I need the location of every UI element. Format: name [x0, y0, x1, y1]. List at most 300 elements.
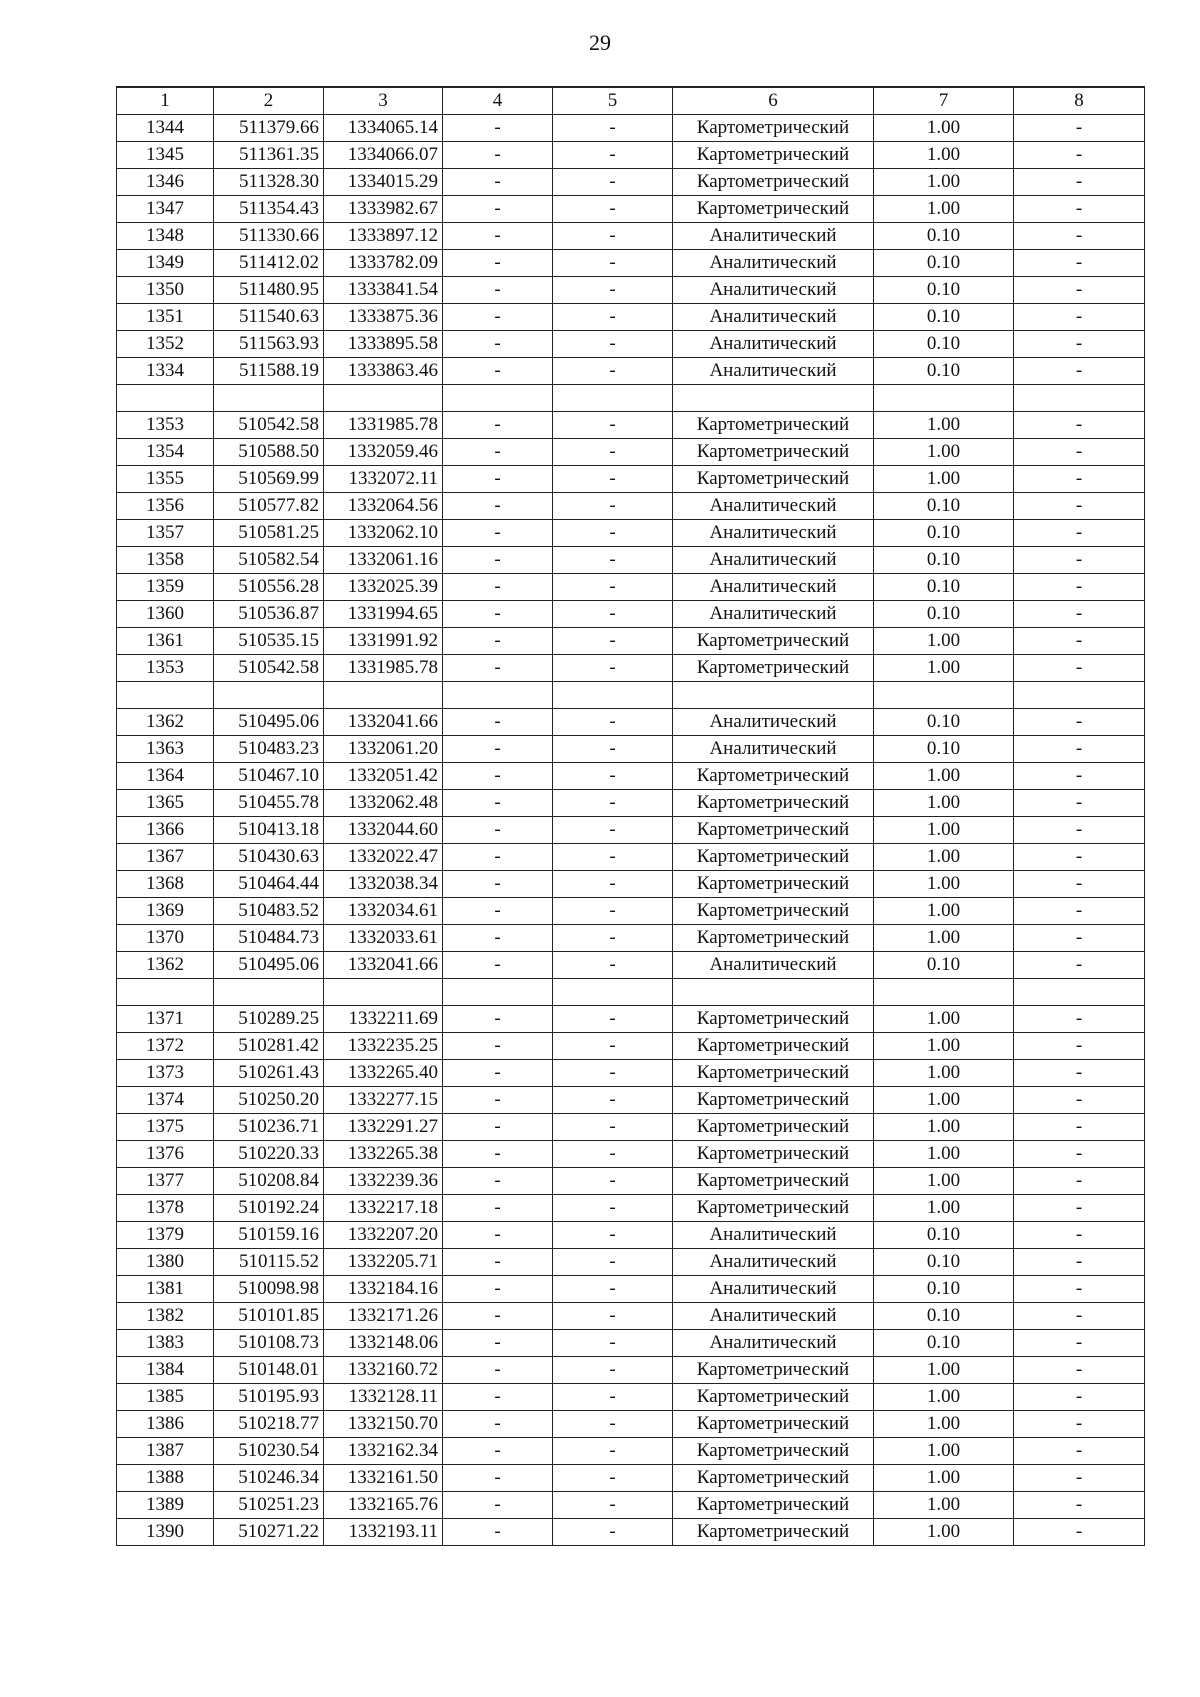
- method-cell: Картометрический: [673, 439, 874, 466]
- col5-cell: -: [553, 304, 673, 331]
- accuracy-cell: 0.10: [874, 304, 1014, 331]
- col5-cell: -: [553, 1519, 673, 1546]
- col5-cell: -: [553, 844, 673, 871]
- point-number-cell: 1334: [117, 358, 214, 385]
- col5-cell: -: [553, 358, 673, 385]
- col8-cell: -: [1014, 736, 1145, 763]
- table-row: [117, 547, 1145, 574]
- x-coordinate-cell: 510582.54: [214, 547, 324, 574]
- accuracy-cell: 1.00: [874, 1357, 1014, 1384]
- x-coordinate-cell: 510159.16: [214, 1222, 324, 1249]
- col8-cell: -: [1014, 628, 1145, 655]
- accuracy-cell: 0.10: [874, 331, 1014, 358]
- col5-cell: -: [553, 1330, 673, 1357]
- x-coordinate-cell: 510148.01: [214, 1357, 324, 1384]
- y-coordinate-cell: 1332171.26: [324, 1303, 443, 1330]
- col4-cell: -: [443, 655, 553, 682]
- col4-cell: [443, 385, 553, 412]
- method-cell: Картометрический: [673, 763, 874, 790]
- x-coordinate-cell: 511354.43: [214, 196, 324, 223]
- point-number-cell: 1346: [117, 169, 214, 196]
- col4-cell: -: [443, 628, 553, 655]
- column-header: 4: [443, 87, 553, 115]
- method-cell: Картометрический: [673, 1519, 874, 1546]
- method-cell: Картометрический: [673, 1114, 874, 1141]
- point-number-cell: 1352: [117, 331, 214, 358]
- accuracy-cell: 0.10: [874, 1276, 1014, 1303]
- method-cell: Аналитический: [673, 1222, 874, 1249]
- method-cell: Аналитический: [673, 574, 874, 601]
- table-row: [117, 1330, 1145, 1357]
- x-coordinate-cell: 510495.06: [214, 709, 324, 736]
- col5-cell: -: [553, 1492, 673, 1519]
- method-cell: Аналитический: [673, 1303, 874, 1330]
- accuracy-cell: 0.10: [874, 952, 1014, 979]
- accuracy-cell: 1.00: [874, 763, 1014, 790]
- accuracy-cell: 1.00: [874, 1411, 1014, 1438]
- col8-cell: -: [1014, 466, 1145, 493]
- col4-cell: -: [443, 223, 553, 250]
- y-coordinate-cell: 1333982.67: [324, 196, 443, 223]
- method-cell: Аналитический: [673, 1330, 874, 1357]
- col5-cell: -: [553, 1465, 673, 1492]
- table-row: [117, 304, 1145, 331]
- accuracy-cell: 1.00: [874, 655, 1014, 682]
- method-cell: Аналитический: [673, 601, 874, 628]
- point-number-cell: 1361: [117, 628, 214, 655]
- accuracy-cell: [874, 682, 1014, 709]
- col8-cell: -: [1014, 1411, 1145, 1438]
- table-row: [117, 628, 1145, 655]
- col8-cell: -: [1014, 520, 1145, 547]
- point-number-cell: 1353: [117, 655, 214, 682]
- method-cell: Картометрический: [673, 1006, 874, 1033]
- col8-cell: -: [1014, 1303, 1145, 1330]
- point-number-cell: 1385: [117, 1384, 214, 1411]
- table-row: [117, 1411, 1145, 1438]
- col4-cell: -: [443, 1438, 553, 1465]
- y-coordinate-cell: 1332239.36: [324, 1168, 443, 1195]
- y-coordinate-cell: 1332051.42: [324, 763, 443, 790]
- x-coordinate-cell: 510467.10: [214, 763, 324, 790]
- column-header: 8: [1014, 87, 1145, 115]
- col4-cell: -: [443, 1006, 553, 1033]
- x-coordinate-cell: 510569.99: [214, 466, 324, 493]
- point-number-cell: 1376: [117, 1141, 214, 1168]
- col8-cell: -: [1014, 547, 1145, 574]
- x-coordinate-cell: 510577.82: [214, 493, 324, 520]
- method-cell: [673, 979, 874, 1006]
- x-coordinate-cell: [214, 979, 324, 1006]
- col4-cell: -: [443, 1519, 553, 1546]
- y-coordinate-cell: 1332162.34: [324, 1438, 443, 1465]
- accuracy-cell: 1.00: [874, 790, 1014, 817]
- col8-cell: -: [1014, 1141, 1145, 1168]
- accuracy-cell: 1.00: [874, 1492, 1014, 1519]
- col8-cell: -: [1014, 412, 1145, 439]
- accuracy-cell: 1.00: [874, 1384, 1014, 1411]
- x-coordinate-cell: 510464.44: [214, 871, 324, 898]
- table-row: [117, 169, 1145, 196]
- accuracy-cell: 0.10: [874, 277, 1014, 304]
- y-coordinate-cell: 1332038.34: [324, 871, 443, 898]
- col4-cell: -: [443, 412, 553, 439]
- accuracy-cell: 0.10: [874, 547, 1014, 574]
- column-header: 7: [874, 87, 1014, 115]
- accuracy-cell: 0.10: [874, 1249, 1014, 1276]
- point-number-cell: 1387: [117, 1438, 214, 1465]
- point-number-cell: 1366: [117, 817, 214, 844]
- y-coordinate-cell: 1332128.11: [324, 1384, 443, 1411]
- x-coordinate-cell: 510101.85: [214, 1303, 324, 1330]
- y-coordinate-cell: 1332160.72: [324, 1357, 443, 1384]
- point-number-cell: 1373: [117, 1060, 214, 1087]
- accuracy-cell: 1.00: [874, 1114, 1014, 1141]
- accuracy-cell: 0.10: [874, 493, 1014, 520]
- col4-cell: [443, 682, 553, 709]
- accuracy-cell: 1.00: [874, 1060, 1014, 1087]
- table-row: [117, 1303, 1145, 1330]
- table-row: [117, 682, 1145, 709]
- method-cell: Картометрический: [673, 1033, 874, 1060]
- table-body: [117, 115, 1145, 1546]
- y-coordinate-cell: 1332061.20: [324, 736, 443, 763]
- method-cell: Аналитический: [673, 250, 874, 277]
- point-number-cell: 1360: [117, 601, 214, 628]
- col5-cell: -: [553, 1276, 673, 1303]
- method-cell: Аналитический: [673, 331, 874, 358]
- col4-cell: -: [443, 952, 553, 979]
- col8-cell: -: [1014, 601, 1145, 628]
- accuracy-cell: 1.00: [874, 1168, 1014, 1195]
- point-number-cell: 1370: [117, 925, 214, 952]
- point-number-cell: 1357: [117, 520, 214, 547]
- point-number-cell: 1344: [117, 115, 214, 142]
- col5-cell: -: [553, 1195, 673, 1222]
- point-number-cell: [117, 682, 214, 709]
- point-number-cell: 1379: [117, 1222, 214, 1249]
- x-coordinate-cell: 510236.71: [214, 1114, 324, 1141]
- col8-cell: -: [1014, 1087, 1145, 1114]
- y-coordinate-cell: 1333895.58: [324, 331, 443, 358]
- method-cell: Аналитический: [673, 1249, 874, 1276]
- y-coordinate-cell: 1332265.38: [324, 1141, 443, 1168]
- method-cell: Аналитический: [673, 547, 874, 574]
- col5-cell: -: [553, 223, 673, 250]
- table-row: [117, 385, 1145, 412]
- col5-cell: -: [553, 736, 673, 763]
- accuracy-cell: 1.00: [874, 925, 1014, 952]
- col5-cell: -: [553, 142, 673, 169]
- coordinates-table: [116, 86, 1145, 1546]
- col5-cell: -: [553, 601, 673, 628]
- col8-cell: -: [1014, 1465, 1145, 1492]
- col4-cell: -: [443, 844, 553, 871]
- method-cell: Картометрический: [673, 115, 874, 142]
- col5-cell: -: [553, 1249, 673, 1276]
- table-row: [117, 1276, 1145, 1303]
- x-coordinate-cell: 510556.28: [214, 574, 324, 601]
- table-row: [117, 1492, 1145, 1519]
- col5-cell: -: [553, 871, 673, 898]
- point-number-cell: 1390: [117, 1519, 214, 1546]
- col4-cell: -: [443, 1060, 553, 1087]
- col8-cell: -: [1014, 1195, 1145, 1222]
- method-cell: Картометрический: [673, 790, 874, 817]
- table-row: [117, 925, 1145, 952]
- col8-cell: -: [1014, 331, 1145, 358]
- col5-cell: -: [553, 628, 673, 655]
- y-coordinate-cell: 1332033.61: [324, 925, 443, 952]
- method-cell: Картометрический: [673, 1141, 874, 1168]
- col5-cell: -: [553, 1087, 673, 1114]
- y-coordinate-cell: 1332217.18: [324, 1195, 443, 1222]
- table-row: [117, 1087, 1145, 1114]
- x-coordinate-cell: 510098.98: [214, 1276, 324, 1303]
- x-coordinate-cell: 511412.02: [214, 250, 324, 277]
- accuracy-cell: 0.10: [874, 520, 1014, 547]
- method-cell: Аналитический: [673, 277, 874, 304]
- col5-cell: -: [553, 1141, 673, 1168]
- col5-cell: -: [553, 817, 673, 844]
- col4-cell: -: [443, 1411, 553, 1438]
- method-cell: Картометрический: [673, 871, 874, 898]
- col8-cell: -: [1014, 1006, 1145, 1033]
- point-number-cell: [117, 385, 214, 412]
- table-row: [117, 898, 1145, 925]
- col8-cell: -: [1014, 277, 1145, 304]
- table-row: [117, 250, 1145, 277]
- y-coordinate-cell: 1332165.76: [324, 1492, 443, 1519]
- table-row: [117, 142, 1145, 169]
- method-cell: Картометрический: [673, 1438, 874, 1465]
- method-cell: Картометрический: [673, 1195, 874, 1222]
- x-coordinate-cell: 511328.30: [214, 169, 324, 196]
- col5-cell: -: [553, 898, 673, 925]
- col8-cell: -: [1014, 304, 1145, 331]
- point-number-cell: 1345: [117, 142, 214, 169]
- col5-cell: -: [553, 115, 673, 142]
- table-row: [117, 223, 1145, 250]
- y-coordinate-cell: 1332184.16: [324, 1276, 443, 1303]
- col8-cell: -: [1014, 250, 1145, 277]
- y-coordinate-cell: 1332291.27: [324, 1114, 443, 1141]
- table-row: [117, 817, 1145, 844]
- col5-cell: -: [553, 493, 673, 520]
- point-number-cell: 1362: [117, 952, 214, 979]
- accuracy-cell: 0.10: [874, 223, 1014, 250]
- y-coordinate-cell: 1332277.15: [324, 1087, 443, 1114]
- method-cell: Аналитический: [673, 520, 874, 547]
- point-number-cell: 1371: [117, 1006, 214, 1033]
- x-coordinate-cell: 510281.42: [214, 1033, 324, 1060]
- col4-cell: -: [443, 250, 553, 277]
- col4-cell: -: [443, 1303, 553, 1330]
- accuracy-cell: 1.00: [874, 1195, 1014, 1222]
- col5-cell: -: [553, 1060, 673, 1087]
- table-row: [117, 1114, 1145, 1141]
- point-number-cell: 1362: [117, 709, 214, 736]
- method-cell: Картометрический: [673, 898, 874, 925]
- col4-cell: -: [443, 1087, 553, 1114]
- col4-cell: -: [443, 277, 553, 304]
- accuracy-cell: 1.00: [874, 1465, 1014, 1492]
- table-row: [117, 520, 1145, 547]
- accuracy-cell: [874, 979, 1014, 1006]
- col5-cell: -: [553, 1222, 673, 1249]
- point-number-cell: 1381: [117, 1276, 214, 1303]
- col5-cell: -: [553, 331, 673, 358]
- col5-cell: [553, 385, 673, 412]
- accuracy-cell: 1.00: [874, 1033, 1014, 1060]
- table-row: [117, 493, 1145, 520]
- y-coordinate-cell: 1331985.78: [324, 412, 443, 439]
- table-row: [117, 1249, 1145, 1276]
- accuracy-cell: 1.00: [874, 115, 1014, 142]
- y-coordinate-cell: 1332064.56: [324, 493, 443, 520]
- point-number-cell: 1355: [117, 466, 214, 493]
- col8-cell: [1014, 979, 1145, 1006]
- col5-cell: -: [553, 655, 673, 682]
- x-coordinate-cell: 511330.66: [214, 223, 324, 250]
- point-number-cell: 1358: [117, 547, 214, 574]
- x-coordinate-cell: 510413.18: [214, 817, 324, 844]
- table-row: [117, 115, 1145, 142]
- col8-cell: -: [1014, 655, 1145, 682]
- col8-cell: -: [1014, 196, 1145, 223]
- col5-cell: -: [553, 790, 673, 817]
- table-row: [117, 1033, 1145, 1060]
- col8-cell: -: [1014, 1357, 1145, 1384]
- col4-cell: -: [443, 142, 553, 169]
- y-coordinate-cell: 1333782.09: [324, 250, 443, 277]
- x-coordinate-cell: 511361.35: [214, 142, 324, 169]
- col5-cell: -: [553, 412, 673, 439]
- col4-cell: [443, 979, 553, 1006]
- x-coordinate-cell: 510220.33: [214, 1141, 324, 1168]
- y-coordinate-cell: 1332059.46: [324, 439, 443, 466]
- y-coordinate-cell: [324, 682, 443, 709]
- column-header: 6: [673, 87, 874, 115]
- accuracy-cell: 0.10: [874, 1222, 1014, 1249]
- x-coordinate-cell: 510535.15: [214, 628, 324, 655]
- col5-cell: -: [553, 1357, 673, 1384]
- method-cell: Картометрический: [673, 844, 874, 871]
- col5-cell: -: [553, 1006, 673, 1033]
- col4-cell: -: [443, 871, 553, 898]
- method-cell: Картометрический: [673, 1411, 874, 1438]
- table-row: [117, 574, 1145, 601]
- y-coordinate-cell: 1334015.29: [324, 169, 443, 196]
- x-coordinate-cell: 510542.58: [214, 412, 324, 439]
- point-number-cell: 1364: [117, 763, 214, 790]
- y-coordinate-cell: 1332025.39: [324, 574, 443, 601]
- method-cell: Картометрический: [673, 1168, 874, 1195]
- y-coordinate-cell: 1332205.71: [324, 1249, 443, 1276]
- y-coordinate-cell: 1332062.48: [324, 790, 443, 817]
- x-coordinate-cell: 511540.63: [214, 304, 324, 331]
- col5-cell: [553, 682, 673, 709]
- y-coordinate-cell: 1331985.78: [324, 655, 443, 682]
- col4-cell: -: [443, 709, 553, 736]
- col5-cell: -: [553, 1303, 673, 1330]
- y-coordinate-cell: 1334065.14: [324, 115, 443, 142]
- accuracy-cell: 0.10: [874, 736, 1014, 763]
- col8-cell: -: [1014, 1276, 1145, 1303]
- method-cell: Картометрический: [673, 1465, 874, 1492]
- point-number-cell: [117, 979, 214, 1006]
- accuracy-cell: 0.10: [874, 1303, 1014, 1330]
- table-row: [117, 1141, 1145, 1168]
- method-cell: Аналитический: [673, 952, 874, 979]
- table-row: [117, 196, 1145, 223]
- method-cell: Аналитический: [673, 1276, 874, 1303]
- table-row: [117, 439, 1145, 466]
- accuracy-cell: 0.10: [874, 1330, 1014, 1357]
- y-coordinate-cell: 1332034.61: [324, 898, 443, 925]
- col8-cell: [1014, 682, 1145, 709]
- col8-cell: -: [1014, 1060, 1145, 1087]
- accuracy-cell: 1.00: [874, 898, 1014, 925]
- method-cell: Картометрический: [673, 1087, 874, 1114]
- table-row: [117, 358, 1145, 385]
- x-coordinate-cell: 510208.84: [214, 1168, 324, 1195]
- accuracy-cell: 1.00: [874, 871, 1014, 898]
- col8-cell: -: [1014, 898, 1145, 925]
- accuracy-cell: 1.00: [874, 1141, 1014, 1168]
- point-number-cell: 1380: [117, 1249, 214, 1276]
- col8-cell: -: [1014, 574, 1145, 601]
- method-cell: Картометрический: [673, 1357, 874, 1384]
- col4-cell: -: [443, 1465, 553, 1492]
- method-cell: Картометрический: [673, 412, 874, 439]
- accuracy-cell: 1.00: [874, 412, 1014, 439]
- col4-cell: -: [443, 1249, 553, 1276]
- method-cell: Аналитический: [673, 493, 874, 520]
- table-row: [117, 871, 1145, 898]
- table-header-row: [117, 87, 1145, 115]
- col4-cell: -: [443, 1330, 553, 1357]
- y-coordinate-cell: 1332061.16: [324, 547, 443, 574]
- col8-cell: -: [1014, 223, 1145, 250]
- accuracy-cell: 1.00: [874, 1438, 1014, 1465]
- accuracy-cell: 1.00: [874, 844, 1014, 871]
- method-cell: Картометрический: [673, 169, 874, 196]
- point-number-cell: 1377: [117, 1168, 214, 1195]
- accuracy-cell: 1.00: [874, 466, 1014, 493]
- accuracy-cell: 1.00: [874, 1519, 1014, 1546]
- y-coordinate-cell: 1332062.10: [324, 520, 443, 547]
- table-row: [117, 952, 1145, 979]
- method-cell: [673, 385, 874, 412]
- x-coordinate-cell: 510588.50: [214, 439, 324, 466]
- table-row: [117, 709, 1145, 736]
- col5-cell: -: [553, 250, 673, 277]
- accuracy-cell: 1.00: [874, 142, 1014, 169]
- accuracy-cell: 1.00: [874, 169, 1014, 196]
- point-number-cell: 1382: [117, 1303, 214, 1330]
- x-coordinate-cell: 510483.23: [214, 736, 324, 763]
- col8-cell: [1014, 385, 1145, 412]
- col4-cell: -: [443, 493, 553, 520]
- point-number-cell: 1356: [117, 493, 214, 520]
- table-row: [117, 1222, 1145, 1249]
- col4-cell: -: [443, 1357, 553, 1384]
- x-coordinate-cell: 510251.23: [214, 1492, 324, 1519]
- x-coordinate-cell: 510271.22: [214, 1519, 324, 1546]
- table-row: [117, 1357, 1145, 1384]
- method-cell: Картометрический: [673, 925, 874, 952]
